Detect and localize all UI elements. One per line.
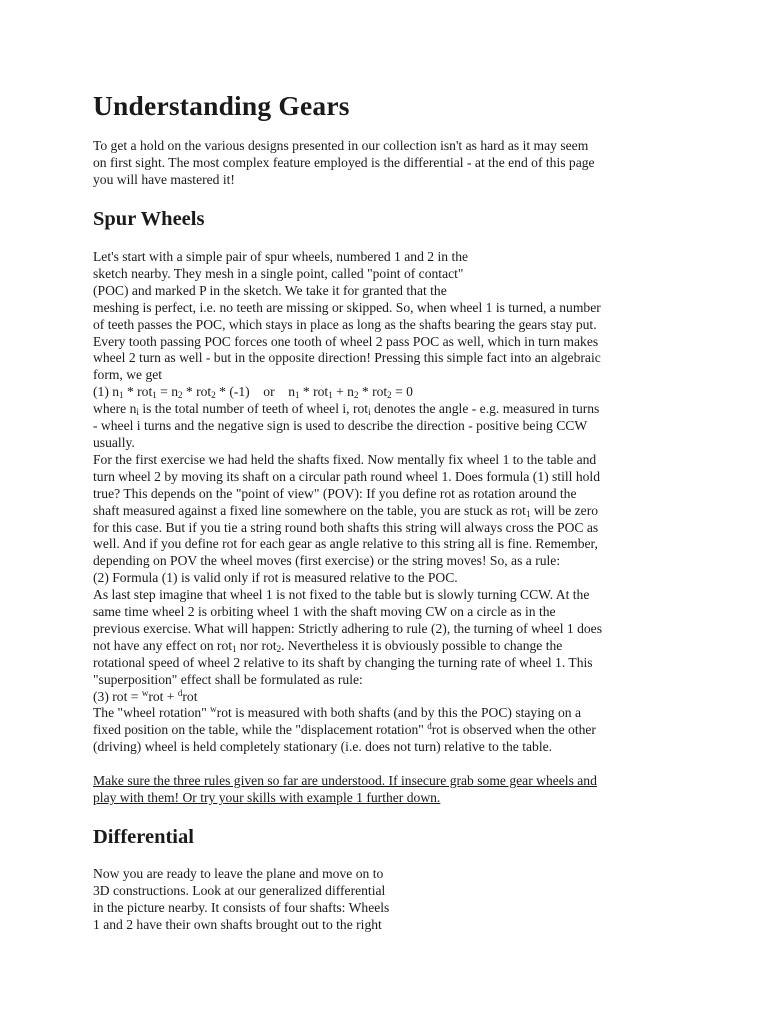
formula-1: (1) $n_1 * rot_1 = n_2 * rot_2 * (-1)$ or $n_1 * rot_1 + n_2 * rot_2 = 0$ [93, 384, 413, 401]
note-underlined: Make sure the three rules given so far are understood. If insecure grab some gear wheels and [93, 773, 597, 789]
formula-1-explanation: where $n_i$ is the total number of teeth of wheel i, rot$_i$ denotes the angle - e.g. measured in turns [93, 401, 600, 418]
differential-paragraph: Now you are ready to leave the plane and move on to 3D constructions. Look at our generalized differential in the picture nearby. It consists of four shafts: Wheels 1 and 2 have their own shafts brought out to the right [93, 866, 390, 932]
section-heading-spur-wheels: Spur Wheels [93, 208, 205, 230]
spur-paragraph: Let's start with a simple pair of spur wheels, numbered 1 and 2 in the sketch nearby. They mesh in a single point, called "point of contact" (POC) and marked P in the sketch. We take it for granted that the meshing is perfect, i.e. no teeth are missing or skipped. So, when wheel 1 is turned, a number of teeth passes the POC, which stays in place as long as the shafts bearing the gears stay put. Every tooth passing POC forces one tooth of wheel 2 pass POC as well, which in turn makes wheel 2 turn as well - but in the opposite direction! Pressing this simple fact into an algebraic form, we get (1) $n_1 * rot_1 = n_2 * rot_2 * (-1)$ or $n_1 * rot_1 + n_2 * rot_2 = 0$ where $n_i$ is the total number of teeth of wheel i, rot$_i$ denotes the angle - e.g. measured in turns - wheel i turns and the negative sign is used to describe the direction - positive being CCW usually. For the first exercise we had held the shafts fixed. Now mentally fix wheel 1 to the table and turn wheel 2 by moving its shaft on a circular path round wheel 1. Does formula (1) still hold true? This depends on the "point of view" (POV): If you define rot as rotation around the shaft measured against a fixed line somewhere on the table, you are stuck as rot$_1$ will be zero for this case. But if you tie a string round both shafts this string will always cross the POC as well. And if you define rot for each gear as angle relative to this string all is fine. Remember, depending on POV the wheel moves (first exercise) or the string moves! So, as a rule: (2) Formula (1) is valid only if rot is measured relative to the POC. As last step imagine that wheel 1 is not fixed to the table but is slowly turning CCW. At the same time wheel 2 is orbiting wheel 1 with the shaft moving CW on a circle as in the previous exercise. What will happen: Strictly adhering to rule (2), the turning of wheel 1 does not have any effect on rot$_1$ nor rot$_2$. Nevertheless it is obviously possible to change the rotational speed of wheel 2 relative to its shaft by changing the turning rate of wheel 1. This "superposition" effect shall be formulated as rule: (3) rot = $^w$rot + $^d$rot The "wheel rotation" $^w$rot is measured with both shafts (and by this the POC) staying on a fixed position on the table, while the "displacement rotation" $^d$rot is observed when the other (driving) wheel is held completely stationary (i.e. does not turn) relative to the table. Make sure the three rules given so far are understood. If insecure grab some gear wheels and play with them! Or try your skills with example 1 further down. [93, 249, 602, 805]
section-heading-differential: Differential [93, 826, 194, 848]
intro-paragraph: To get a hold on the various designs presented in our collection isn't as hard as it may seem on first sight. The most complex feature employed is the differential - at the end of this page you will have mastered it! [93, 138, 595, 187]
page-title: Understanding Gears [93, 90, 350, 121]
rule-2: (2) Formula (1) is valid only if rot is measured relative to the POC. [93, 570, 458, 586]
rule-3: (3) rot = $^w$rot + $^d$rot [93, 687, 198, 704]
